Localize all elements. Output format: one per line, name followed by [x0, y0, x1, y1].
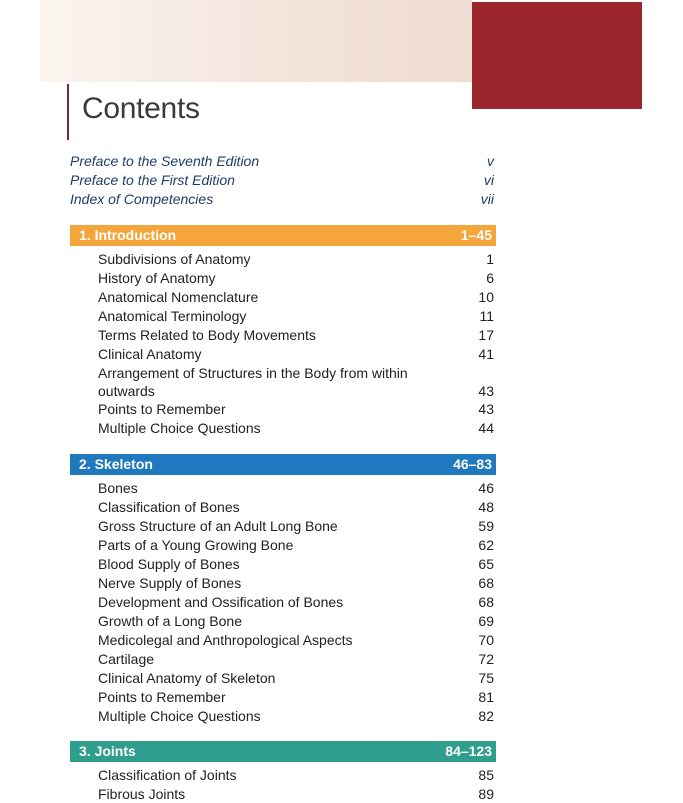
toc-entry-page: 75: [478, 670, 494, 686]
toc-entry[interactable]: [98, 707, 494, 725]
toc-entry[interactable]: [98, 517, 494, 535]
toc-entry-page: 46: [478, 480, 494, 496]
toc-entry-page: 89: [478, 786, 494, 802]
toc-entry-page: 43: [478, 401, 494, 417]
toc-entry[interactable]: [98, 555, 494, 573]
toc-entry-page: 68: [478, 575, 494, 591]
toc-entry-page: 82: [478, 708, 494, 724]
chapter-page-range: 46–83: [453, 456, 492, 472]
toc-entry-label: Multiple Choice Questions: [98, 420, 261, 436]
toc-entry-label: History of Anatomy: [98, 270, 216, 286]
toc-entry-label: Classification of Bones: [98, 499, 240, 515]
toc-entry[interactable]: [98, 307, 494, 325]
toc-entry-label: Points to Remember: [98, 401, 226, 417]
toc-entry-page: 81: [478, 689, 494, 705]
toc-entry[interactable]: [98, 574, 494, 592]
toc-front-label: Preface to the Seventh Edition: [70, 153, 260, 169]
toc-entry-page: 1: [486, 251, 494, 267]
chapter-header-introduction[interactable]: [70, 225, 496, 246]
toc-entry-label: Medicolegal and Anthropological Aspects: [98, 632, 353, 648]
toc-entry-label: Multiple Choice Questions: [98, 708, 261, 724]
toc-entry[interactable]: [98, 669, 494, 687]
toc-entry[interactable]: [98, 400, 494, 418]
toc-entry-page: 72: [478, 651, 494, 667]
toc-entry-page: 44: [478, 420, 494, 436]
toc-entry-page: 70: [478, 632, 494, 648]
toc-entry-label: Terms Related to Body Movements: [98, 327, 316, 343]
chapter-title: 3. Joints: [79, 743, 136, 759]
toc-entry[interactable]: [98, 419, 494, 437]
toc-entry[interactable]: [98, 364, 494, 400]
toc-entry-label: Development and Ossification of Bones: [98, 594, 344, 610]
toc-entry[interactable]: [98, 345, 494, 363]
toc-entry[interactable]: [98, 785, 494, 803]
toc-entry-page: 65: [478, 556, 494, 572]
toc-entry[interactable]: [98, 250, 494, 268]
toc-entry[interactable]: [98, 479, 494, 497]
toc-front-item[interactable]: [70, 152, 494, 170]
toc-front-label: Index of Competencies: [70, 191, 214, 207]
toc-entry[interactable]: [98, 612, 494, 630]
chapter-page-range: 1–45: [460, 227, 492, 243]
toc-entry-label: Fibrous Joints: [98, 786, 186, 802]
toc-front-item[interactable]: [70, 190, 494, 208]
toc-entry-label: Blood Supply of Bones: [98, 556, 240, 572]
toc-entry-label: Cartilage: [98, 651, 155, 667]
toc-entry-page: 41: [478, 346, 494, 362]
toc-entry-page: 85: [478, 767, 494, 783]
toc-entry-page: 48: [478, 499, 494, 515]
toc-front-label: Preface to the First Edition: [70, 172, 235, 188]
toc-entry[interactable]: [98, 593, 494, 611]
toc-entry-page: 10: [478, 289, 494, 305]
toc-entry-label: Points to Remember: [98, 689, 226, 705]
toc-entry-page: 59: [478, 518, 494, 534]
toc-entry-label: Anatomical Terminology: [98, 308, 247, 324]
toc-front-page: v: [487, 153, 494, 169]
toc-entry-page: 17: [478, 327, 494, 343]
toc-entry-label: Gross Structure of an Adult Long Bone: [98, 518, 338, 534]
chapter-page-range: 84–123: [445, 743, 492, 759]
toc-entry[interactable]: [98, 536, 494, 554]
toc-entry-label: Subdivisions of Anatomy: [98, 251, 251, 267]
header-band: [40, 0, 472, 82]
toc-entry-page: 43: [478, 383, 494, 399]
toc-entry-label: Growth of a Long Bone: [98, 613, 242, 629]
chapter-title: 1. Introduction: [79, 227, 177, 243]
toc-front-page: vi: [483, 172, 494, 188]
toc-entry[interactable]: [98, 326, 494, 344]
toc-entry-label: Bones: [98, 480, 138, 496]
toc-entry-label: Clinical Anatomy: [98, 346, 202, 362]
toc-entry-label: Classification of Joints: [98, 767, 237, 783]
toc-entry-page: 69: [478, 613, 494, 629]
chapter-header-joints[interactable]: [70, 741, 496, 762]
toc-entry-label: Parts of a Young Growing Bone: [98, 537, 294, 553]
chapter-header-skeleton[interactable]: [70, 454, 496, 475]
toc-entry-page: 68: [478, 594, 494, 610]
toc-entry-label: Anatomical Nomenclature: [98, 289, 259, 305]
chapter-title: 2. Skeleton: [79, 456, 153, 472]
toc-entry[interactable]: [98, 631, 494, 649]
toc-entry[interactable]: [98, 688, 494, 706]
title-rule: [67, 84, 69, 140]
toc-entry-page: 62: [478, 537, 494, 553]
toc-entry-page: 6: [486, 270, 494, 286]
toc-entry-page: 11: [479, 308, 494, 324]
toc-entry[interactable]: [98, 498, 494, 516]
toc-front-item[interactable]: [70, 171, 494, 189]
toc-entry[interactable]: [98, 288, 494, 306]
toc-entry-label: Nerve Supply of Bones: [98, 575, 242, 591]
toc-entry[interactable]: [98, 650, 494, 668]
toc-entry-label: Clinical Anatomy of Skeleton: [98, 670, 276, 686]
toc-entry[interactable]: [98, 269, 494, 287]
page-title: Contents: [82, 92, 200, 125]
toc-entry[interactable]: [98, 766, 494, 784]
toc-front-page: vii: [480, 191, 494, 207]
header-color-block: [472, 2, 642, 109]
toc-entry-label: Arrangement of Structures in the Body from within outwards: [98, 365, 408, 399]
